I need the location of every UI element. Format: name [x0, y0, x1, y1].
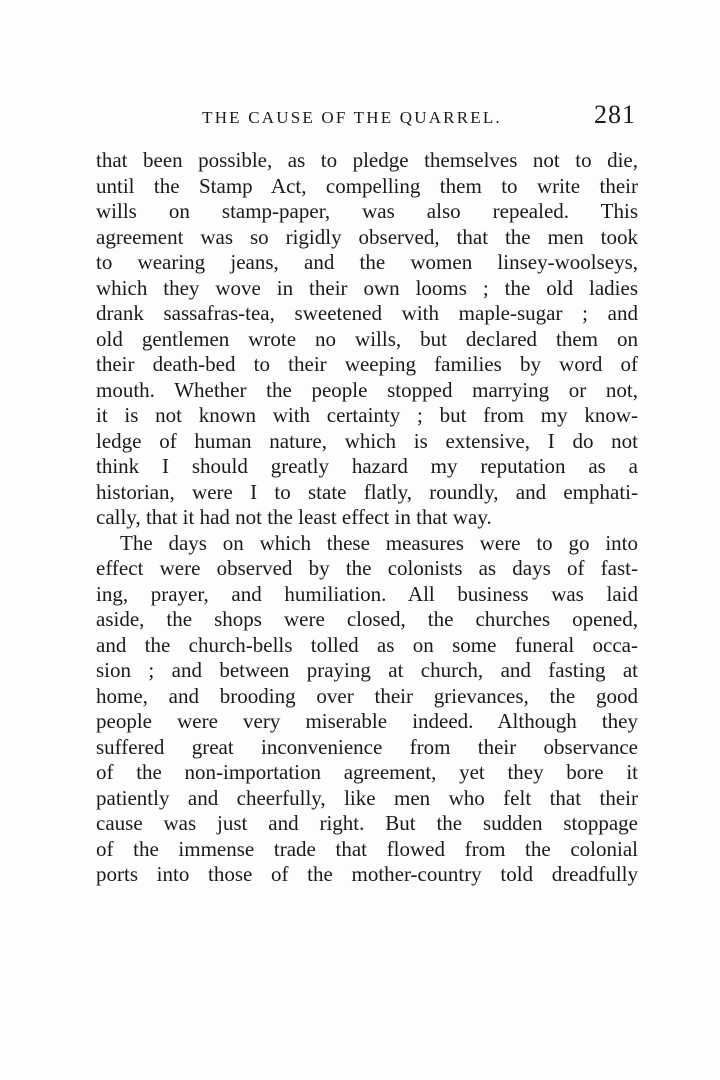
text-line: ports into those of the mother-country told dreadfully — [96, 862, 638, 886]
text-line: which they wove in their own looms ; the old ladies — [96, 275, 638, 300]
page-number: 281 — [594, 100, 636, 129]
text-line: ledge of human nature, which is extensive, I do not — [96, 428, 638, 453]
text-line: effect were observed by the colonists as days of fast- — [96, 556, 638, 580]
paragraph-start-line: The days on which these measures were to go into — [120, 530, 638, 555]
text-line: of the non-importation agreement, yet they bore it — [96, 760, 638, 784]
text-line: drank sassafras-tea, sweetened with maple-sugar ; and — [96, 301, 638, 325]
text-line: people were very miserable indeed. Although they — [96, 709, 638, 733]
text-line: of the immense trade that flowed from the colonial — [96, 836, 638, 861]
text-line: patiently and cheerfully, like men who felt that their — [96, 785, 638, 810]
running-title: THE CAUSE OF THE QUARREL. — [202, 108, 502, 127]
text-line: wills on stamp-paper, was also repealed. This — [96, 199, 638, 223]
text-line: to wearing jeans, and the women linsey-woolseys, — [96, 250, 638, 274]
text-line: suffered great inconvenience from their observance — [96, 734, 638, 759]
text-line: ing, prayer, and humiliation. All business was laid — [96, 581, 638, 606]
text-line: home, and brooding over their grievances, the good — [96, 683, 638, 708]
text-line: agreement was so rigidly observed, that the men took — [96, 224, 638, 249]
text-line: mouth. Whether the people stopped marrying or not, — [96, 377, 638, 402]
text-line: until the Stamp Act, compelling them to write their — [96, 173, 638, 198]
text-line: that been possible, as to pledge themselves not to die, — [96, 148, 638, 172]
text-line: cause was just and right. But the sudden stoppage — [96, 811, 638, 835]
running-head — [96, 100, 638, 133]
text-line: it is not known with certainty ; but from my know- — [96, 403, 638, 427]
body-text — [96, 148, 638, 888]
text-line: their death-bed to their weeping families by word of — [96, 352, 638, 376]
text-line: old gentlemen wrote no wills, but declared them on — [96, 326, 638, 351]
text-line: aside, the shops were closed, the churches opened, — [96, 607, 638, 631]
text-line: and the church-bells tolled as on some funeral occa- — [96, 632, 638, 657]
text-line: sion ; and between praying at church, and fasting at — [96, 658, 638, 682]
paragraph-end-line: cally, that it had not the least effect in that way. — [96, 505, 492, 529]
text-line: think I should greatly hazard my reputation as a — [96, 454, 638, 478]
text-line: historian, were I to state flatly, roundly, and emphati- — [96, 479, 638, 504]
